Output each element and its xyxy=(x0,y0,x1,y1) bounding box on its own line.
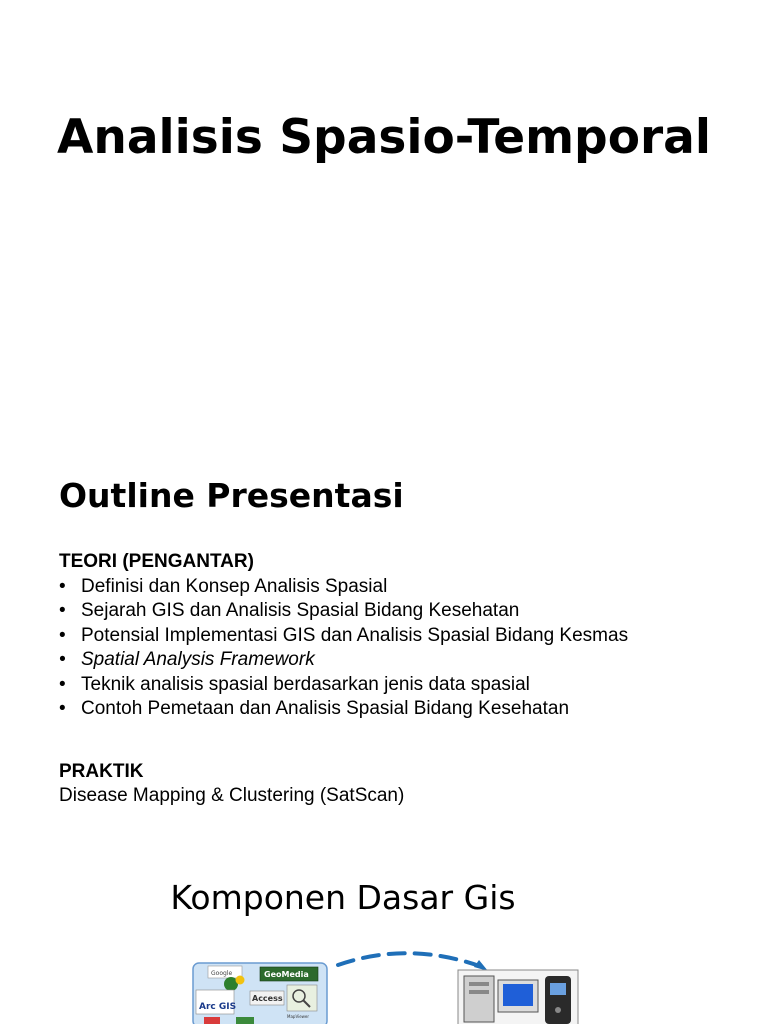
arcgis-logo: Arc GIS xyxy=(199,1002,237,1012)
outline-title: Outline Presentasi xyxy=(59,476,404,515)
gis-components-diagram xyxy=(0,840,768,1024)
theory-bullet-list xyxy=(59,575,739,722)
software-collage-icon xyxy=(193,963,327,1024)
theory-heading: TEORI (PENGANTAR) xyxy=(59,551,254,572)
outline-slide xyxy=(0,440,768,840)
bullet-item: • Definisi dan Konsep Analisis Spasial xyxy=(59,575,739,600)
bullet-item: • Potensial Implementasi GIS dan Analisis Spasial Bidang Kesmas xyxy=(59,624,739,649)
google-logo: Google xyxy=(211,970,233,977)
bullet-item: • Teknik analisis spasial berdasarkan jenis data spasial xyxy=(59,673,739,698)
outline-body xyxy=(59,550,739,809)
components-title: Komponen Dasar Gis xyxy=(170,878,516,917)
access-logo: Access xyxy=(252,994,283,1003)
bullet-item: • Spatial Analysis Framework xyxy=(59,648,739,673)
title-slide xyxy=(0,0,768,440)
bullet-item: • Contoh Pemetaan dan Analisis Spasial Bidang Kesehatan xyxy=(59,697,739,722)
geomedia-logo: GeoMedia xyxy=(264,970,309,979)
practice-heading: PRAKTIK xyxy=(59,760,144,782)
computer-hardware-icon xyxy=(458,970,578,1024)
bullet-item: • Sejarah GIS dan Analisis Spasial Bidang Kesehatan xyxy=(59,599,739,624)
practice-text: Disease Mapping & Clustering (SatScan) xyxy=(59,785,405,806)
dashed-arrow-icon xyxy=(338,953,485,968)
mapviewer-logo: MapViewer xyxy=(287,1014,310,1019)
components-slide xyxy=(0,840,768,1024)
slide-title: Analisis Spasio-Temporal xyxy=(57,110,711,165)
